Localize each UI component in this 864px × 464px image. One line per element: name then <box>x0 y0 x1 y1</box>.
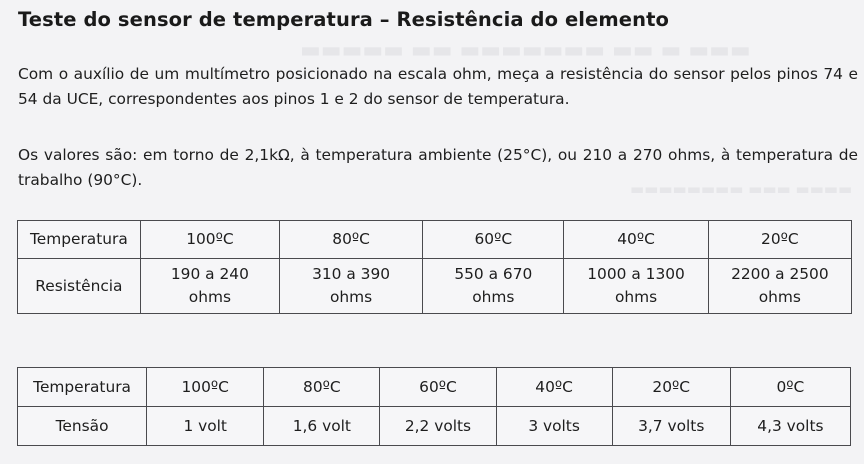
voltage-table <box>17 367 851 446</box>
resistance-range: 1000 a 1300 <box>587 265 685 283</box>
resistance-unit: ohms <box>188 288 231 306</box>
resistance-unit: ohms <box>758 288 801 306</box>
page-heading: Teste do sensor de temperatura – Resistência do elemento <box>18 8 670 31</box>
voltage-cell: 3,7 volts <box>612 407 730 446</box>
resistance-cell <box>423 259 564 314</box>
resistance-cell <box>564 259 708 314</box>
resistance-unit: ohms <box>614 288 658 306</box>
resistance-range: 550 a 670 <box>454 265 533 283</box>
temperature-cell: 40ºC <box>564 221 708 259</box>
temperature-cell: 40ºC <box>496 368 612 407</box>
voltage-cell: 4,3 volts <box>730 407 850 446</box>
voltage-cell: 2,2 volts <box>380 407 496 446</box>
temperature-cell: 20ºC <box>708 221 851 259</box>
values-paragraph: Os valores são: em torno de 2,1kΩ, à temperatura ambiente (25°C), ou 210 a 270 ohms, à temperatura de trabalho (90°C). <box>18 146 858 189</box>
resistance-cell <box>708 259 851 314</box>
resistance-range: 2200 a 2500 <box>731 265 829 283</box>
table-row <box>18 259 852 314</box>
table-row <box>18 368 851 407</box>
show-through-text: ▬▬▬▬▬▬▬▬ ▬▬▬ ▬▬▬▬ <box>630 180 853 198</box>
voltage-cell: 1,6 volt <box>264 407 380 446</box>
resistance-cell <box>140 259 279 314</box>
resistance-cell <box>279 259 422 314</box>
instruction-paragraph: Com o auxílio de um multímetro posicionado na escala ohm, meça a resistência do sensor pelos pinos 74 e 54 da UCE, correspondentes aos pinos 1 e 2 do sensor de temperatura. <box>18 65 858 108</box>
row-header-resistance: Resistência <box>18 259 141 314</box>
resistance-table <box>17 220 852 314</box>
voltage-cell: 3 volts <box>496 407 612 446</box>
voltage-cell: 1 volt <box>147 407 264 446</box>
row-header-temperature: Temperatura <box>18 221 141 259</box>
row-header-voltage: Tensão <box>18 407 147 446</box>
temperature-cell: 60ºC <box>380 368 496 407</box>
table-row <box>18 407 851 446</box>
resistance-range: 310 a 390 <box>312 265 391 283</box>
temperature-cell: 80ºC <box>279 221 422 259</box>
temperature-cell: 80ºC <box>264 368 380 407</box>
temperature-cell: 0ºC <box>730 368 850 407</box>
resistance-range: 190 a 240 <box>170 265 249 283</box>
table-row <box>18 221 852 259</box>
show-through-text: ▬▬▬▬▬ ▬▬ ▬▬▬▬▬▬▬ ▬▬ ▬ ▬▬▬ <box>300 38 751 63</box>
temperature-cell: 100ºC <box>147 368 264 407</box>
resistance-unit: ohms <box>329 288 373 306</box>
row-header-temperature: Temperatura <box>18 368 147 407</box>
temperature-cell: 60ºC <box>423 221 564 259</box>
resistance-unit: ohms <box>472 288 515 306</box>
temperature-cell: 100ºC <box>140 221 279 259</box>
temperature-cell: 20ºC <box>612 368 730 407</box>
